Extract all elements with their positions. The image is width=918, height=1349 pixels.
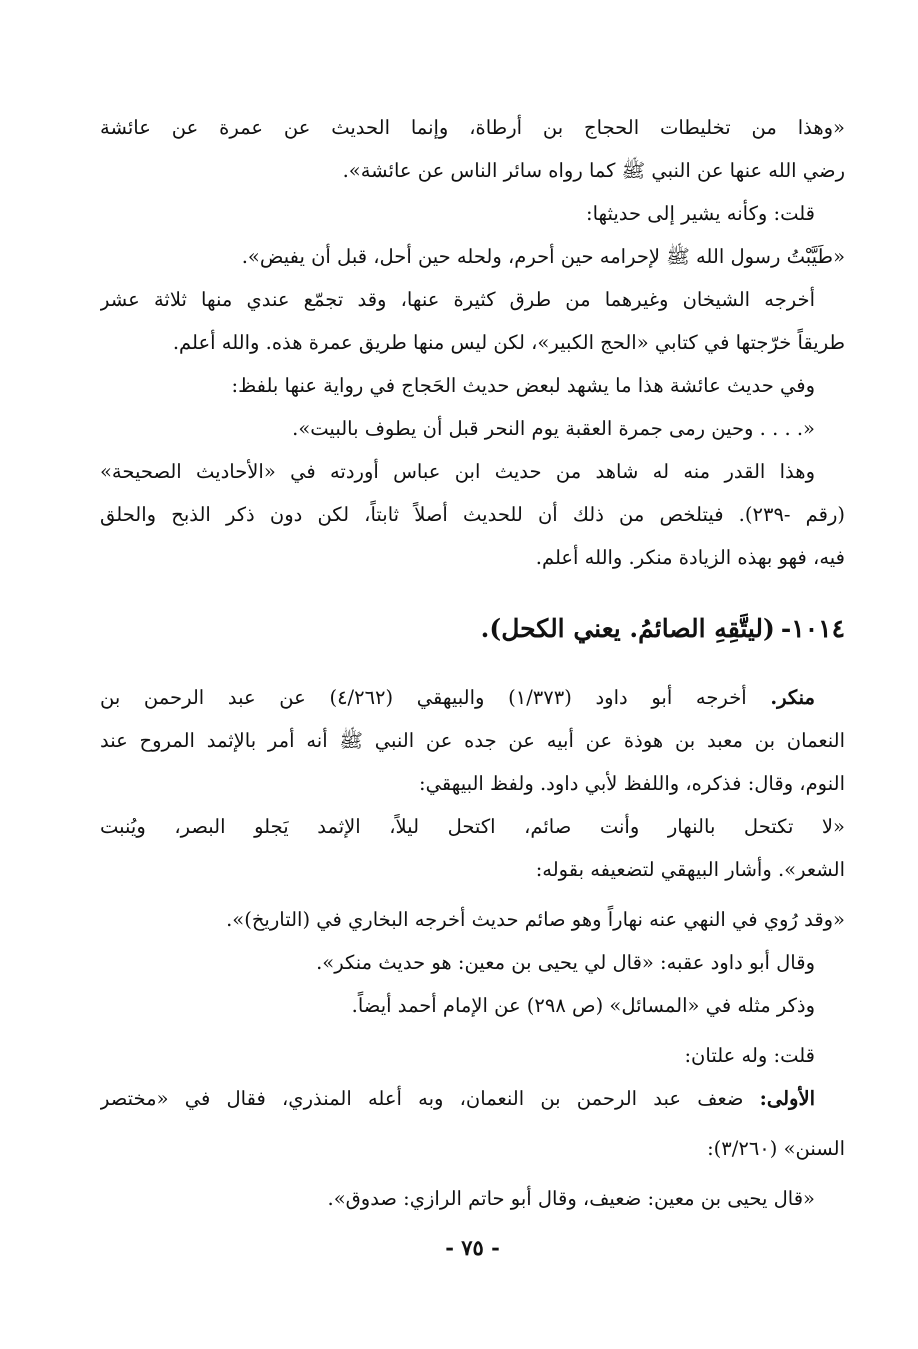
text-line (100, 678, 845, 718)
hadith-title: (ليتَّقِهِ الصائمُ. يعني الكحل). (480, 614, 775, 643)
text-line-rest: ضعف عبد الرحمن بن النعمان، وبه أعله المنذري، فقال في «مختصر (100, 1087, 744, 1110)
quote-line: «لا تكتحل بالنهار وأنت صائم، اكتحل ليلاً، الإثمد يَجلو البصر، ويُنبت (100, 815, 845, 838)
text-line: السنن» (٣/٢٦٠): (707, 1137, 845, 1160)
text-line: النوم، وقال: فذكره، واللفظ لأبي داود. ولفظ البيهقي: (419, 772, 845, 795)
text-line: وذكر مثله في «المسائل» (ص ٢٩٨) عن الإمام أحمد أيضاً. (351, 994, 815, 1017)
text-line: أخرجه الشيخان وغيرهما من طرق كثيرة عنها، وقد تجمّع عندي منها ثلاثة عشر (100, 288, 815, 311)
text-line-rest: أخرجه أبو داود (١/٣٧٣) والبيهقي (٤/٢٦٢) عن عبد الرحمن بن (100, 686, 747, 709)
text-line: طريقاً خرّجتها في كتابي «الحج الكبير»، لكن ليس منها طريق عمرة هذه. والله أعلم. (172, 331, 845, 354)
text-line: وفي حديث عائشة هذا ما يشهد لبعض حديث الحَجاج في رواية عنها بلفظ: (231, 374, 815, 397)
text-line: فيه، فهو بهذه الزيادة منكر. والله أعلم. (535, 546, 845, 569)
text-line: الشعر». وأشار البيهقي لتضعيفه بقوله: (535, 858, 845, 881)
quote-line: «وقد رُوي في النهي عنه نهاراً وهو صائم حديث أخرجه البخاري في (التاريخ)». (226, 908, 845, 931)
text-line: وهذا القدر منه له شاهد من حديث ابن عباس أوردته في «الأحاديث الصحيحة» (100, 460, 815, 483)
verdict-word: منكر. (770, 686, 815, 709)
text-line: قلت: وله علتان: (684, 1044, 815, 1067)
book-page (100, 100, 845, 1320)
first-reason-label: الأولى: (759, 1087, 815, 1110)
text-line: رضي الله عنها عن النبي ﷺ كما رواه سائر الناس عن عائشة». (342, 159, 845, 182)
quote-line: «طَيَّبْتُ رسول الله ﷺ لإحرامه حين أحرم، ولحله حين أحل، قبل أن يفيض». (241, 245, 845, 268)
quote-line: «. . . . وحين رمى جمرة العقبة يوم النحر قبل أن يطوف بالبيت». (292, 417, 815, 440)
quote-line: «قال يحيى بن معين: ضعيف، وقال أبو حاتم الرازي: صدوق». (327, 1187, 815, 1210)
page-number: - ٧٥ - (445, 1235, 500, 1260)
text-line: النعمان بن معبد بن هوذة عن أبيه عن جده عن النبي ﷺ أنه أمر بالإثمد المروح عند (100, 729, 845, 752)
hadith-heading (100, 605, 845, 653)
text-line: وقال أبو داود عقبه: «قال لي يحيى بن معين: هو حديث منكر». (316, 951, 815, 974)
text-line: (رقم -٢٣٩). فيتلخص من ذلك أن للحديث أصلاً ثابتاً، لكن دون ذكر الذبح والحلق (100, 503, 845, 526)
text-line: قلت: وكأنه يشير إلى حديثها: (586, 202, 815, 225)
text-line (100, 1079, 845, 1119)
hadith-number: ١٠١٤- (780, 614, 845, 643)
text-line: «وهذا من تخليطات الحجاج بن أرطاة، وإنما الحديث عن عمرة عن عائشة (100, 116, 845, 139)
